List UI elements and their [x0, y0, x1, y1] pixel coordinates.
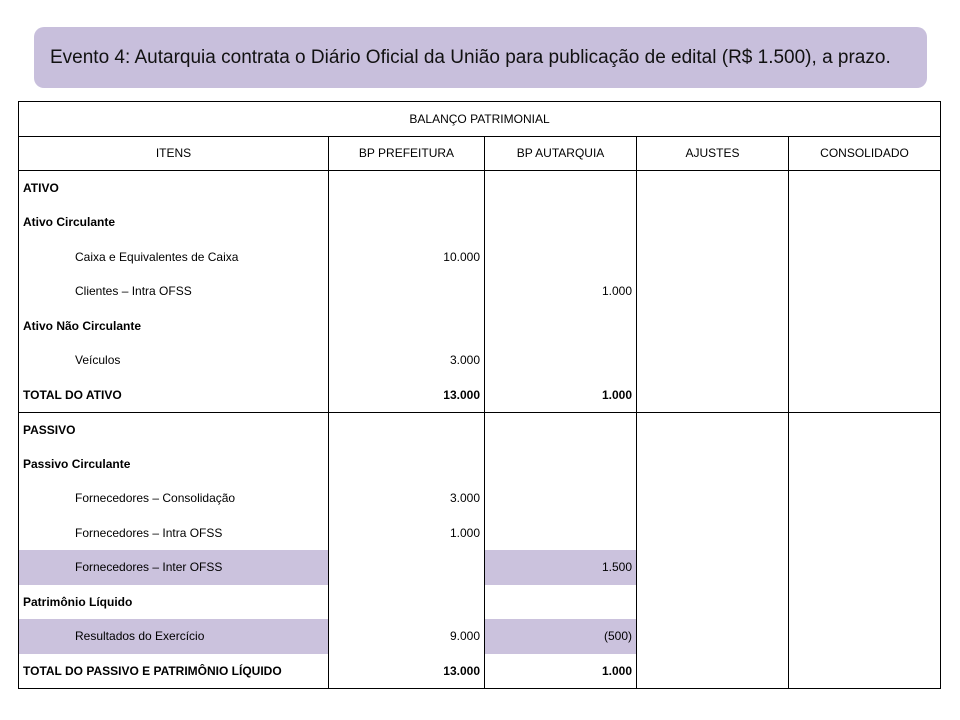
cell-autarquia: [485, 585, 637, 620]
cell-prefeitura: [329, 447, 485, 482]
table-row: [19, 516, 941, 551]
cell-autarquia: (500): [485, 619, 637, 654]
table-row: [19, 205, 941, 240]
table-title: BALANÇO PATRIMONIAL: [19, 102, 941, 137]
cell-autarquia: [485, 412, 637, 447]
table-row: [19, 481, 941, 516]
table-row: [19, 240, 941, 275]
cell-consolidado: [789, 343, 941, 378]
table-row-highlighted: [19, 550, 941, 585]
row-label: Fornecedores – Consolidação: [19, 481, 329, 516]
cell-autarquia: 1.000: [485, 654, 637, 689]
cell-ajustes: [637, 654, 789, 689]
cell-ajustes: [637, 309, 789, 344]
row-label: Resultados do Exercício: [19, 619, 329, 654]
cell-prefeitura: [329, 309, 485, 344]
cell-autarquia: [485, 516, 637, 551]
header-bp-autarquia: BP AUTARQUIA: [485, 136, 637, 171]
table-row: [19, 585, 941, 620]
cell-prefeitura: [329, 412, 485, 447]
cell-consolidado: [789, 447, 941, 482]
header-ajustes: AJUSTES: [637, 136, 789, 171]
cell-ajustes: [637, 516, 789, 551]
event-banner-text: Evento 4: Autarquia contrata o Diário Oficial da União para publicação de edital (R$ 1.500), a prazo.: [50, 46, 891, 68]
table-row: [19, 412, 941, 447]
table-row: [19, 378, 941, 413]
row-label: Ativo Não Circulante: [19, 309, 329, 344]
cell-consolidado: [789, 619, 941, 654]
table-row: [19, 274, 941, 309]
row-label: Passivo Circulante: [19, 447, 329, 482]
cell-ajustes: [637, 481, 789, 516]
row-label: Ativo Circulante: [19, 205, 329, 240]
cell-prefeitura: [329, 171, 485, 206]
table-row: [19, 309, 941, 344]
cell-autarquia: 1.500: [485, 550, 637, 585]
cell-prefeitura: 13.000: [329, 654, 485, 689]
row-label: TOTAL DO PASSIVO E PATRIMÔNIO LÍQUIDO: [19, 654, 329, 689]
cell-consolidado: [789, 412, 941, 447]
table-row: [19, 654, 941, 689]
cell-ajustes: [637, 205, 789, 240]
cell-autarquia: [485, 240, 637, 275]
cell-ajustes: [637, 274, 789, 309]
row-label: TOTAL DO ATIVO: [19, 378, 329, 413]
cell-autarquia: [485, 447, 637, 482]
cell-ajustes: [637, 619, 789, 654]
row-label: Fornecedores – Intra OFSS: [19, 516, 329, 551]
table-row: [19, 343, 941, 378]
cell-prefeitura: 3.000: [329, 343, 485, 378]
table-header-row: [19, 136, 941, 171]
table-row-highlighted: [19, 619, 941, 654]
cell-autarquia: [485, 171, 637, 206]
row-label: Caixa e Equivalentes de Caixa: [19, 240, 329, 275]
cell-ajustes: [637, 412, 789, 447]
cell-ajustes: [637, 378, 789, 413]
cell-autarquia: 1.000: [485, 274, 637, 309]
cell-prefeitura: [329, 585, 485, 620]
table-row: [19, 171, 941, 206]
cell-consolidado: [789, 516, 941, 551]
cell-ajustes: [637, 550, 789, 585]
cell-consolidado: [789, 654, 941, 689]
row-label: Patrimônio Líquido: [19, 585, 329, 620]
cell-prefeitura: [329, 274, 485, 309]
header-consolidado: CONSOLIDADO: [789, 136, 941, 171]
cell-consolidado: [789, 274, 941, 309]
cell-ajustes: [637, 240, 789, 275]
cell-consolidado: [789, 378, 941, 413]
cell-autarquia: [485, 309, 637, 344]
cell-prefeitura: 3.000: [329, 481, 485, 516]
cell-prefeitura: [329, 550, 485, 585]
table-row: [19, 447, 941, 482]
row-label: Fornecedores – Inter OFSS: [19, 550, 329, 585]
cell-consolidado: [789, 550, 941, 585]
cell-autarquia: [485, 205, 637, 240]
cell-prefeitura: 1.000: [329, 516, 485, 551]
balance-sheet-table: [18, 101, 941, 689]
header-itens: ITENS: [19, 136, 329, 171]
cell-ajustes: [637, 343, 789, 378]
cell-prefeitura: 9.000: [329, 619, 485, 654]
cell-autarquia: [485, 343, 637, 378]
cell-prefeitura: 13.000: [329, 378, 485, 413]
row-label: PASSIVO: [19, 412, 329, 447]
cell-consolidado: [789, 481, 941, 516]
cell-autarquia: 1.000: [485, 378, 637, 413]
cell-consolidado: [789, 240, 941, 275]
cell-consolidado: [789, 585, 941, 620]
cell-consolidado: [789, 309, 941, 344]
event-banner: [34, 27, 927, 88]
cell-consolidado: [789, 205, 941, 240]
cell-ajustes: [637, 447, 789, 482]
cell-ajustes: [637, 585, 789, 620]
row-label: Veículos: [19, 343, 329, 378]
cell-consolidado: [789, 171, 941, 206]
cell-ajustes: [637, 171, 789, 206]
table-title-row: [19, 102, 941, 137]
cell-autarquia: [485, 481, 637, 516]
row-label: Clientes – Intra OFSS: [19, 274, 329, 309]
row-label: ATIVO: [19, 171, 329, 206]
cell-prefeitura: [329, 205, 485, 240]
cell-prefeitura: 10.000: [329, 240, 485, 275]
header-bp-prefeitura: BP PREFEITURA: [329, 136, 485, 171]
